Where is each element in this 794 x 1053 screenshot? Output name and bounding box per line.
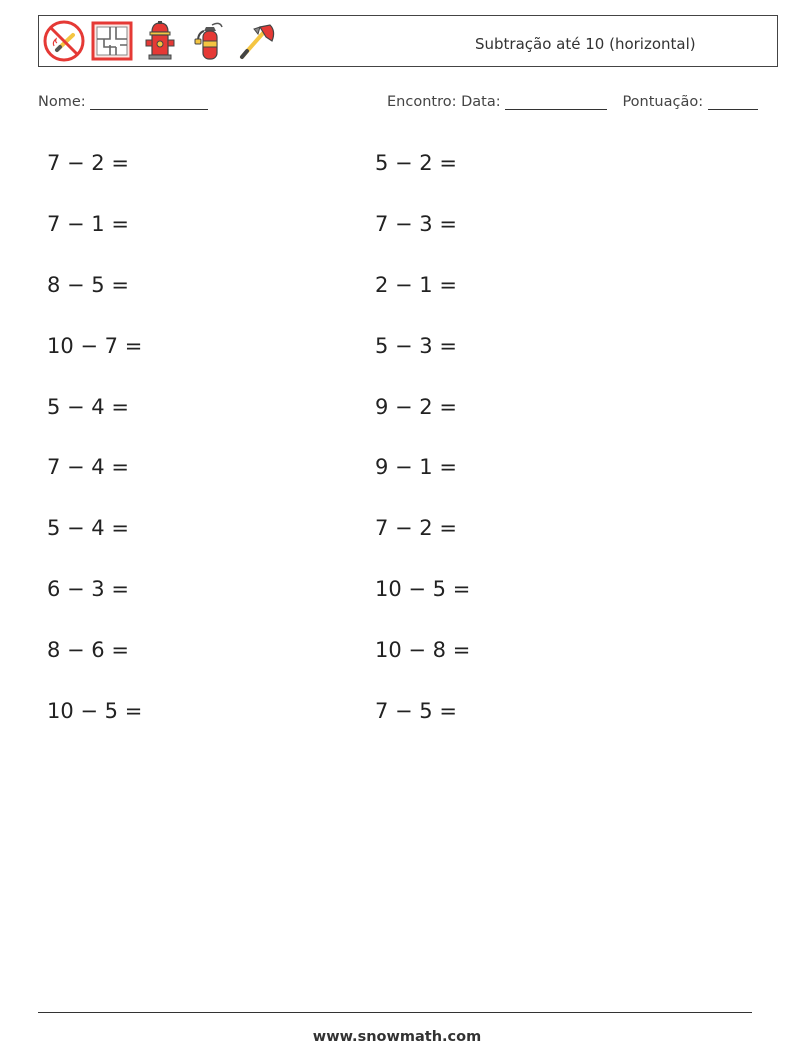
problem-right-10: 7 − 5 = xyxy=(375,699,457,723)
meeting-label: Encontro: xyxy=(387,94,457,110)
fire-hydrant-icon xyxy=(138,19,182,63)
no-smoking-icon xyxy=(42,19,86,63)
problem-right-2: 7 − 3 = xyxy=(375,212,457,236)
problem-left-2: 7 − 1 = xyxy=(47,212,129,236)
header-icons xyxy=(42,19,278,63)
date-label: Data: xyxy=(461,94,501,110)
problem-right-9: 10 − 8 = xyxy=(375,638,471,662)
score-blank[interactable] xyxy=(708,93,758,110)
name-field xyxy=(38,93,208,110)
problem-left-5: 5 − 4 = xyxy=(47,395,129,419)
problem-right-3: 2 − 1 = xyxy=(375,273,457,297)
problem-right-7: 7 − 2 = xyxy=(375,516,457,540)
fire-axe-icon xyxy=(234,19,278,63)
problem-left-10: 10 − 5 = xyxy=(47,699,143,723)
footer-url[interactable]: www.snowmath.com xyxy=(312,1029,482,1045)
worksheet-title: Subtração até 10 (horizontal) xyxy=(475,35,696,53)
date-blank[interactable] xyxy=(505,93,607,110)
score-label: Pontuação: xyxy=(622,94,704,110)
problem-left-1: 7 − 2 = xyxy=(47,151,129,175)
footer-divider xyxy=(38,1012,752,1013)
name-blank[interactable] xyxy=(90,93,208,110)
problem-right-1: 5 − 2 = xyxy=(375,151,457,175)
problem-right-5: 9 − 2 = xyxy=(375,395,457,419)
problem-left-9: 8 − 6 = xyxy=(47,638,129,662)
problem-left-7: 5 − 4 = xyxy=(47,516,129,540)
problem-left-6: 7 − 4 = xyxy=(47,455,129,479)
problem-left-3: 8 − 5 = xyxy=(47,273,129,297)
fire-extinguisher-icon xyxy=(186,19,230,63)
problem-right-8: 10 − 5 = xyxy=(375,577,471,601)
name-label: Nome: xyxy=(38,94,86,110)
meeting-date-score-fields xyxy=(387,93,758,110)
worksheet-header xyxy=(38,15,778,67)
problem-left-4: 10 − 7 = xyxy=(47,334,143,358)
problem-left-8: 6 − 3 = xyxy=(47,577,129,601)
problem-right-4: 5 − 3 = xyxy=(375,334,457,358)
fire-escape-plan-icon xyxy=(90,19,134,63)
problem-right-6: 9 − 1 = xyxy=(375,455,457,479)
